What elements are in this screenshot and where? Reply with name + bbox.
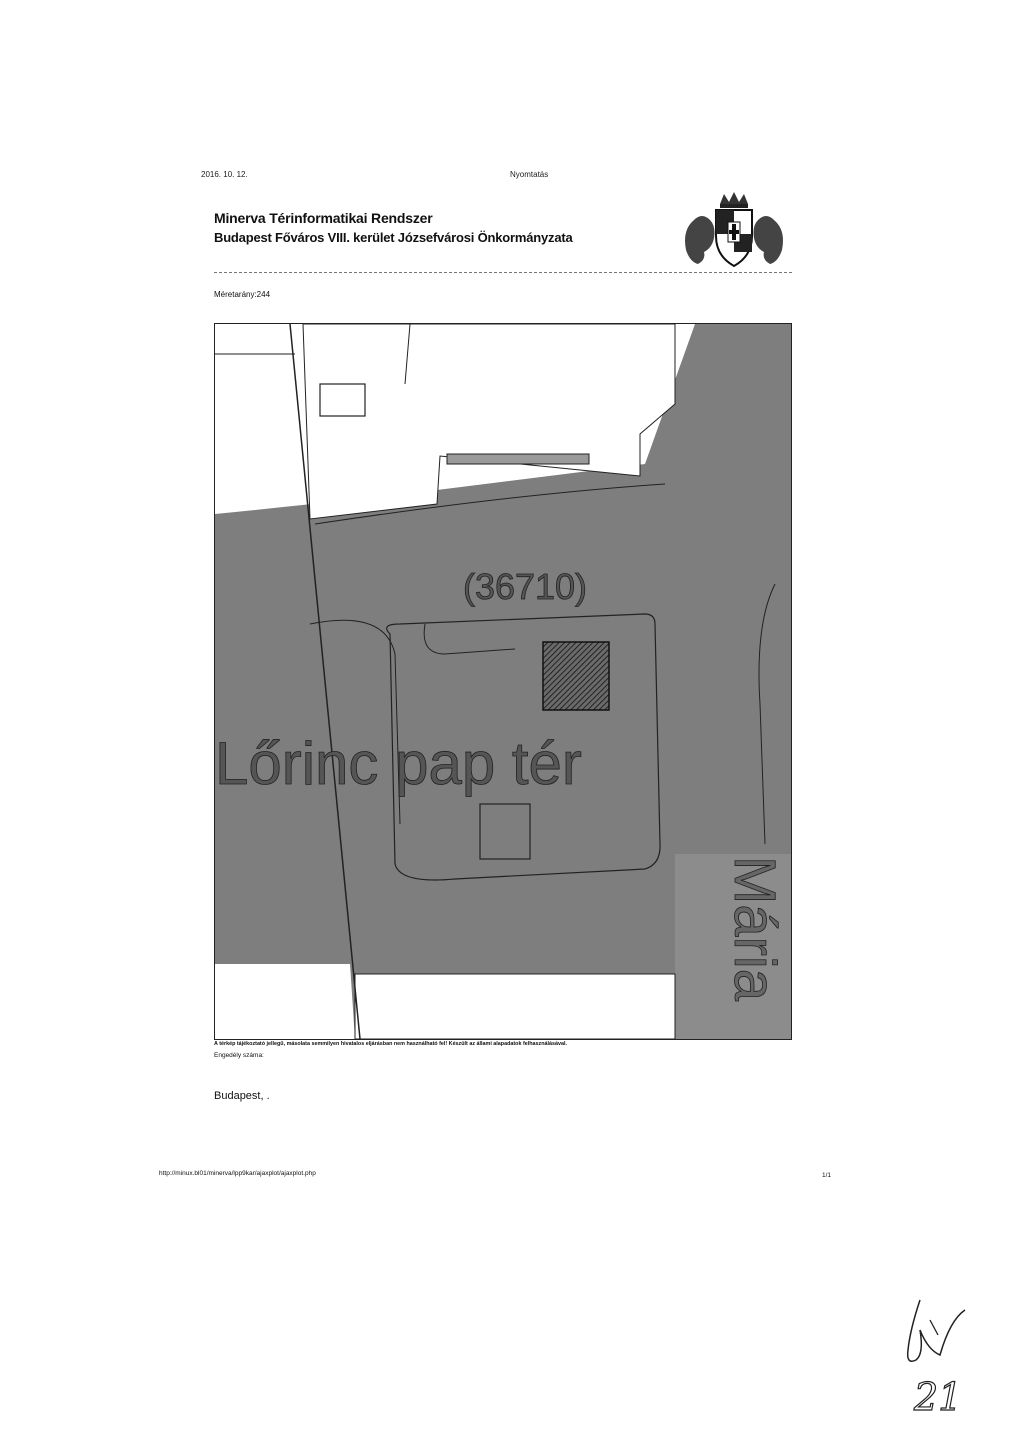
handwritten-signature <box>880 1290 990 1420</box>
coat-of-arms-icon <box>676 190 792 270</box>
handwritten-number: 21 <box>914 1375 963 1419</box>
system-subtitle: Budapest Főváros VIII. kerület Józsefvárosi Önkormányzata <box>214 230 573 245</box>
hatched-building <box>543 642 609 710</box>
parcel-number-label: (36710) <box>462 566 588 607</box>
scale-label: Méretarány:244 <box>214 290 271 299</box>
square-name-label: Lőrinc pap tér <box>215 730 582 797</box>
system-title: Minerva Térinformatikai Rendszer <box>214 210 433 226</box>
disclaimer-text: A térkép tájékoztató jellegű, másolata semmilyen hivatalos eljárásban nem használható fel! Készült az állami alapadatok felhasználásával. <box>214 1041 568 1047</box>
street-name-label: Mária <box>722 856 787 1002</box>
header-divider <box>214 272 792 273</box>
print-label: Nyomtatás <box>510 170 549 179</box>
place-label: Budapest, . <box>214 1090 270 1102</box>
source-url: http://minux.bl01/minerva/lpp9kar/ajaxplot/ajaxplot.php <box>159 1170 316 1177</box>
cadastral-map <box>214 323 792 1040</box>
page-number: 1/1 <box>822 1172 832 1179</box>
print-date: 2016. 10. 12. <box>201 170 248 179</box>
permit-label: Engedély száma: <box>214 1052 264 1059</box>
